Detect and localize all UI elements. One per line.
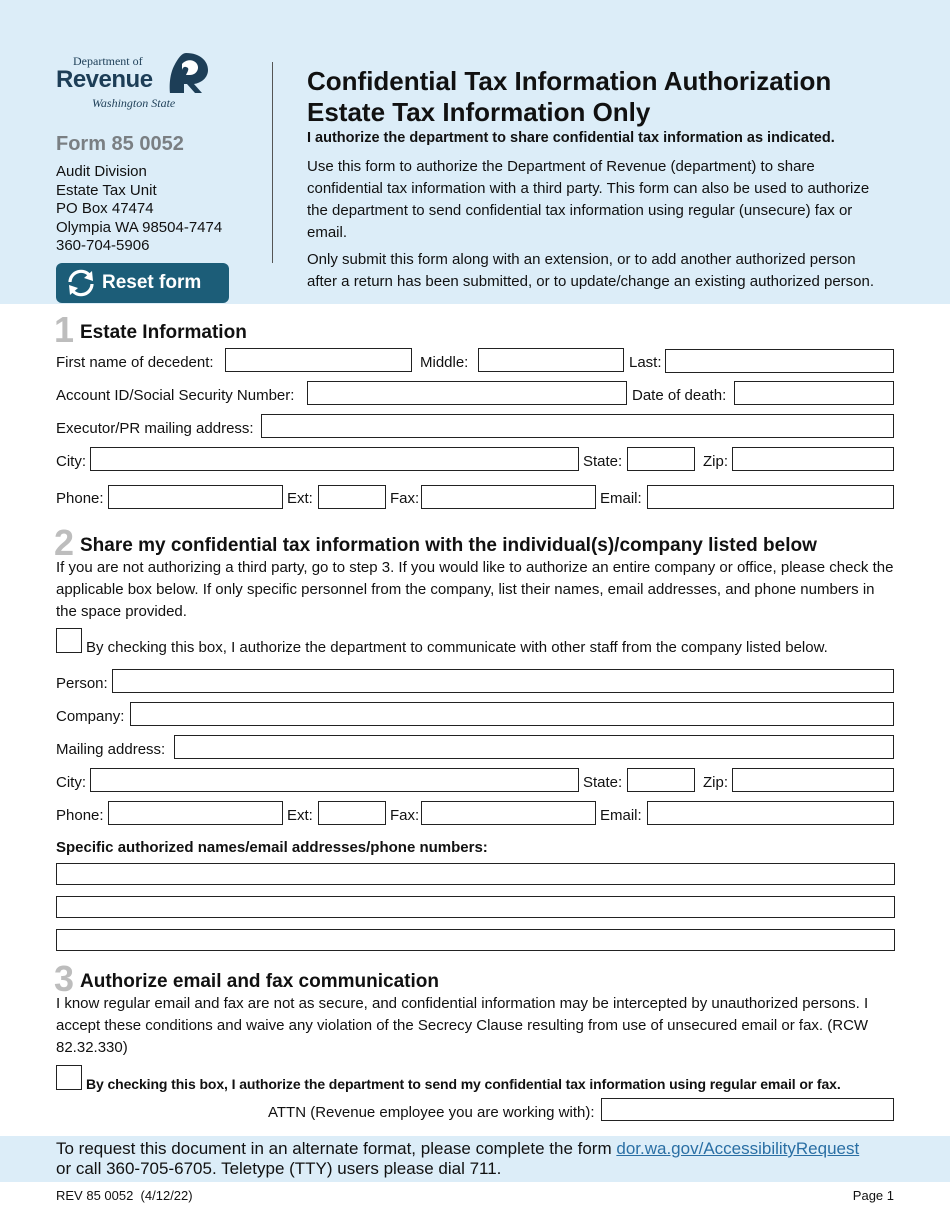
rev-form-number: REV 85 0052 (4/12/22) [56,1188,193,1203]
form-subtitle: I authorize the department to share confidential tax information as indicated. [307,130,835,146]
logo-state: Washington State [92,96,176,110]
accessibility-request-link[interactable]: dor.wa.gov/AccessibilityRequest [616,1139,860,1158]
fax-label: Fax: [390,490,420,507]
phone-label: Phone: [56,490,104,507]
logo-dept-of: Department of [73,54,143,68]
email-label: Email: [600,490,642,507]
accessibility-text: To request this document in an alternate format, please complete the form [56,1139,612,1158]
specific-authorized-line-3[interactable] [56,929,895,951]
company-ext-label: Ext: [287,807,313,824]
attn-label: ATTN (Revenue employee you are working with): [268,1104,595,1121]
address-line: PO Box 47474 [56,200,154,217]
intro-paragraph-1: Use this form to authorize the Department of Revenue (department) to share confidential tax information with a third party. This form can also be used to authorize the department to send confidential tax information using regular (unsecure) fax or email. [307,158,870,241]
company-city-label: City: [56,774,86,791]
phone-input[interactable] [108,485,283,509]
company-fax-input[interactable] [421,801,596,825]
dor-logo [56,50,216,114]
step-2-number: 2 [54,522,75,563]
company-phone-input[interactable] [108,801,283,825]
company-email-input[interactable] [647,801,894,825]
step-1-title: Estate Information [80,322,247,343]
attn-input[interactable] [601,1098,894,1121]
step-3-text: I know regular email and fax are not as secure, and confidential information may be intercepted by unauthorized persons. I accept these conditions and waive any violation of the Secrecy Clause resulting from use of unsecured email or fax. (RCW 82.32.330) [56,995,869,1056]
specific-authorized-line-2[interactable] [56,896,895,918]
first-name-label: First name of decedent: [56,354,214,371]
accessibility-notice [56,1139,859,1179]
person-input[interactable] [112,669,894,693]
reset-form-button[interactable] [56,263,229,303]
middle-name-label: Middle: [420,354,469,371]
company-state-input[interactable] [627,768,695,792]
intro-paragraph-2: Only submit this form along with an extension, or to add another authorized person after a return has been submitted, or to update/change an existing authorized person. [307,251,875,290]
authorize-email-fax-label: By checking this box, I authorize the department to send my confidential tax information using regular email or fax. [86,1076,841,1092]
refresh-icon [64,268,98,298]
form-title [307,66,831,128]
executor-address-label: Executor/PR mailing address: [56,420,254,437]
zip-label: Zip: [703,453,729,470]
company-fax-label: Fax: [390,807,420,824]
account-id-label: Account ID/Social Security Number: [56,387,295,404]
last-name-input[interactable] [665,349,894,373]
executor-address-input[interactable] [261,414,894,438]
mailing-address-input[interactable] [174,735,894,759]
step-2-title: Share my confidential tax information with the individual(s)/company listed below [80,535,817,556]
company-email-label: Email: [600,807,642,824]
authorize-email-fax-checkbox[interactable] [56,1065,82,1090]
company-input[interactable] [130,702,894,726]
ext-label: Ext: [287,490,313,507]
zip-input[interactable] [732,447,894,471]
title-line-1: Confidential Tax Information Authorization [307,66,832,96]
email-input[interactable] [647,485,894,509]
header-divider [272,62,273,263]
company-state-label: State: [583,774,623,791]
last-name-label: Last: [629,354,662,371]
company-ext-input[interactable] [318,801,386,825]
mailing-address-label: Mailing address: [56,741,166,758]
date-of-death-label: Date of death: [632,387,727,404]
title-line-2: Estate Tax Information Only [307,97,651,127]
state-label: State: [583,453,623,470]
accessibility-line-1 [56,1139,859,1159]
logo-revenue: Revenue [56,66,153,93]
city-input[interactable] [90,447,579,471]
authorize-company-label: By checking this box, I authorize the department to communicate with other staff from the company listed below. [86,639,828,656]
page-number: Page 1 [852,1188,894,1203]
specific-authorized-line-1[interactable] [56,863,895,885]
form-number: Form 85 0052 [56,133,184,155]
ext-input[interactable] [318,485,386,509]
address-line: Olympia WA 98504-7474 [56,218,223,236]
city-label: City: [56,453,86,470]
address-line: Audit Division [56,163,147,180]
logo-r-emblem-icon [162,50,210,94]
step-3-number: 3 [54,958,75,999]
step-3-title: Authorize email and fax communication [80,971,439,992]
state-input[interactable] [627,447,695,471]
fax-input[interactable] [421,485,596,509]
accessibility-line-2: or call 360-705-6705. Teletype (TTY) users please dial 711. [56,1159,502,1178]
company-phone-label: Phone: [56,807,104,824]
person-label: Person: [56,675,108,692]
reset-form-label: Reset form [102,272,202,293]
middle-name-input[interactable] [478,348,624,372]
specific-authorized-heading: Specific authorized names/email addresses/phone numbers: [56,839,488,856]
address-line: 360-704-5906 [56,237,150,254]
company-label: Company: [56,708,125,725]
authorize-company-checkbox[interactable] [56,628,82,653]
address-line: Estate Tax Unit [56,181,157,199]
mailing-address-block [56,163,222,256]
company-zip-input[interactable] [732,768,894,792]
step-2-instructions: If you are not authorizing a third party, go to step 3. If you would like to authorize an entire company or office, please check the applicable box below. If only specific personnel from the company, list their names, email addresses, and phone numbers in the space provided. [56,559,894,620]
account-id-input[interactable] [307,381,627,405]
company-zip-label: Zip: [703,774,729,791]
date-of-death-input[interactable] [734,381,894,405]
company-city-input[interactable] [90,768,579,792]
first-name-input[interactable] [225,348,412,372]
step-1-number: 1 [54,309,75,350]
